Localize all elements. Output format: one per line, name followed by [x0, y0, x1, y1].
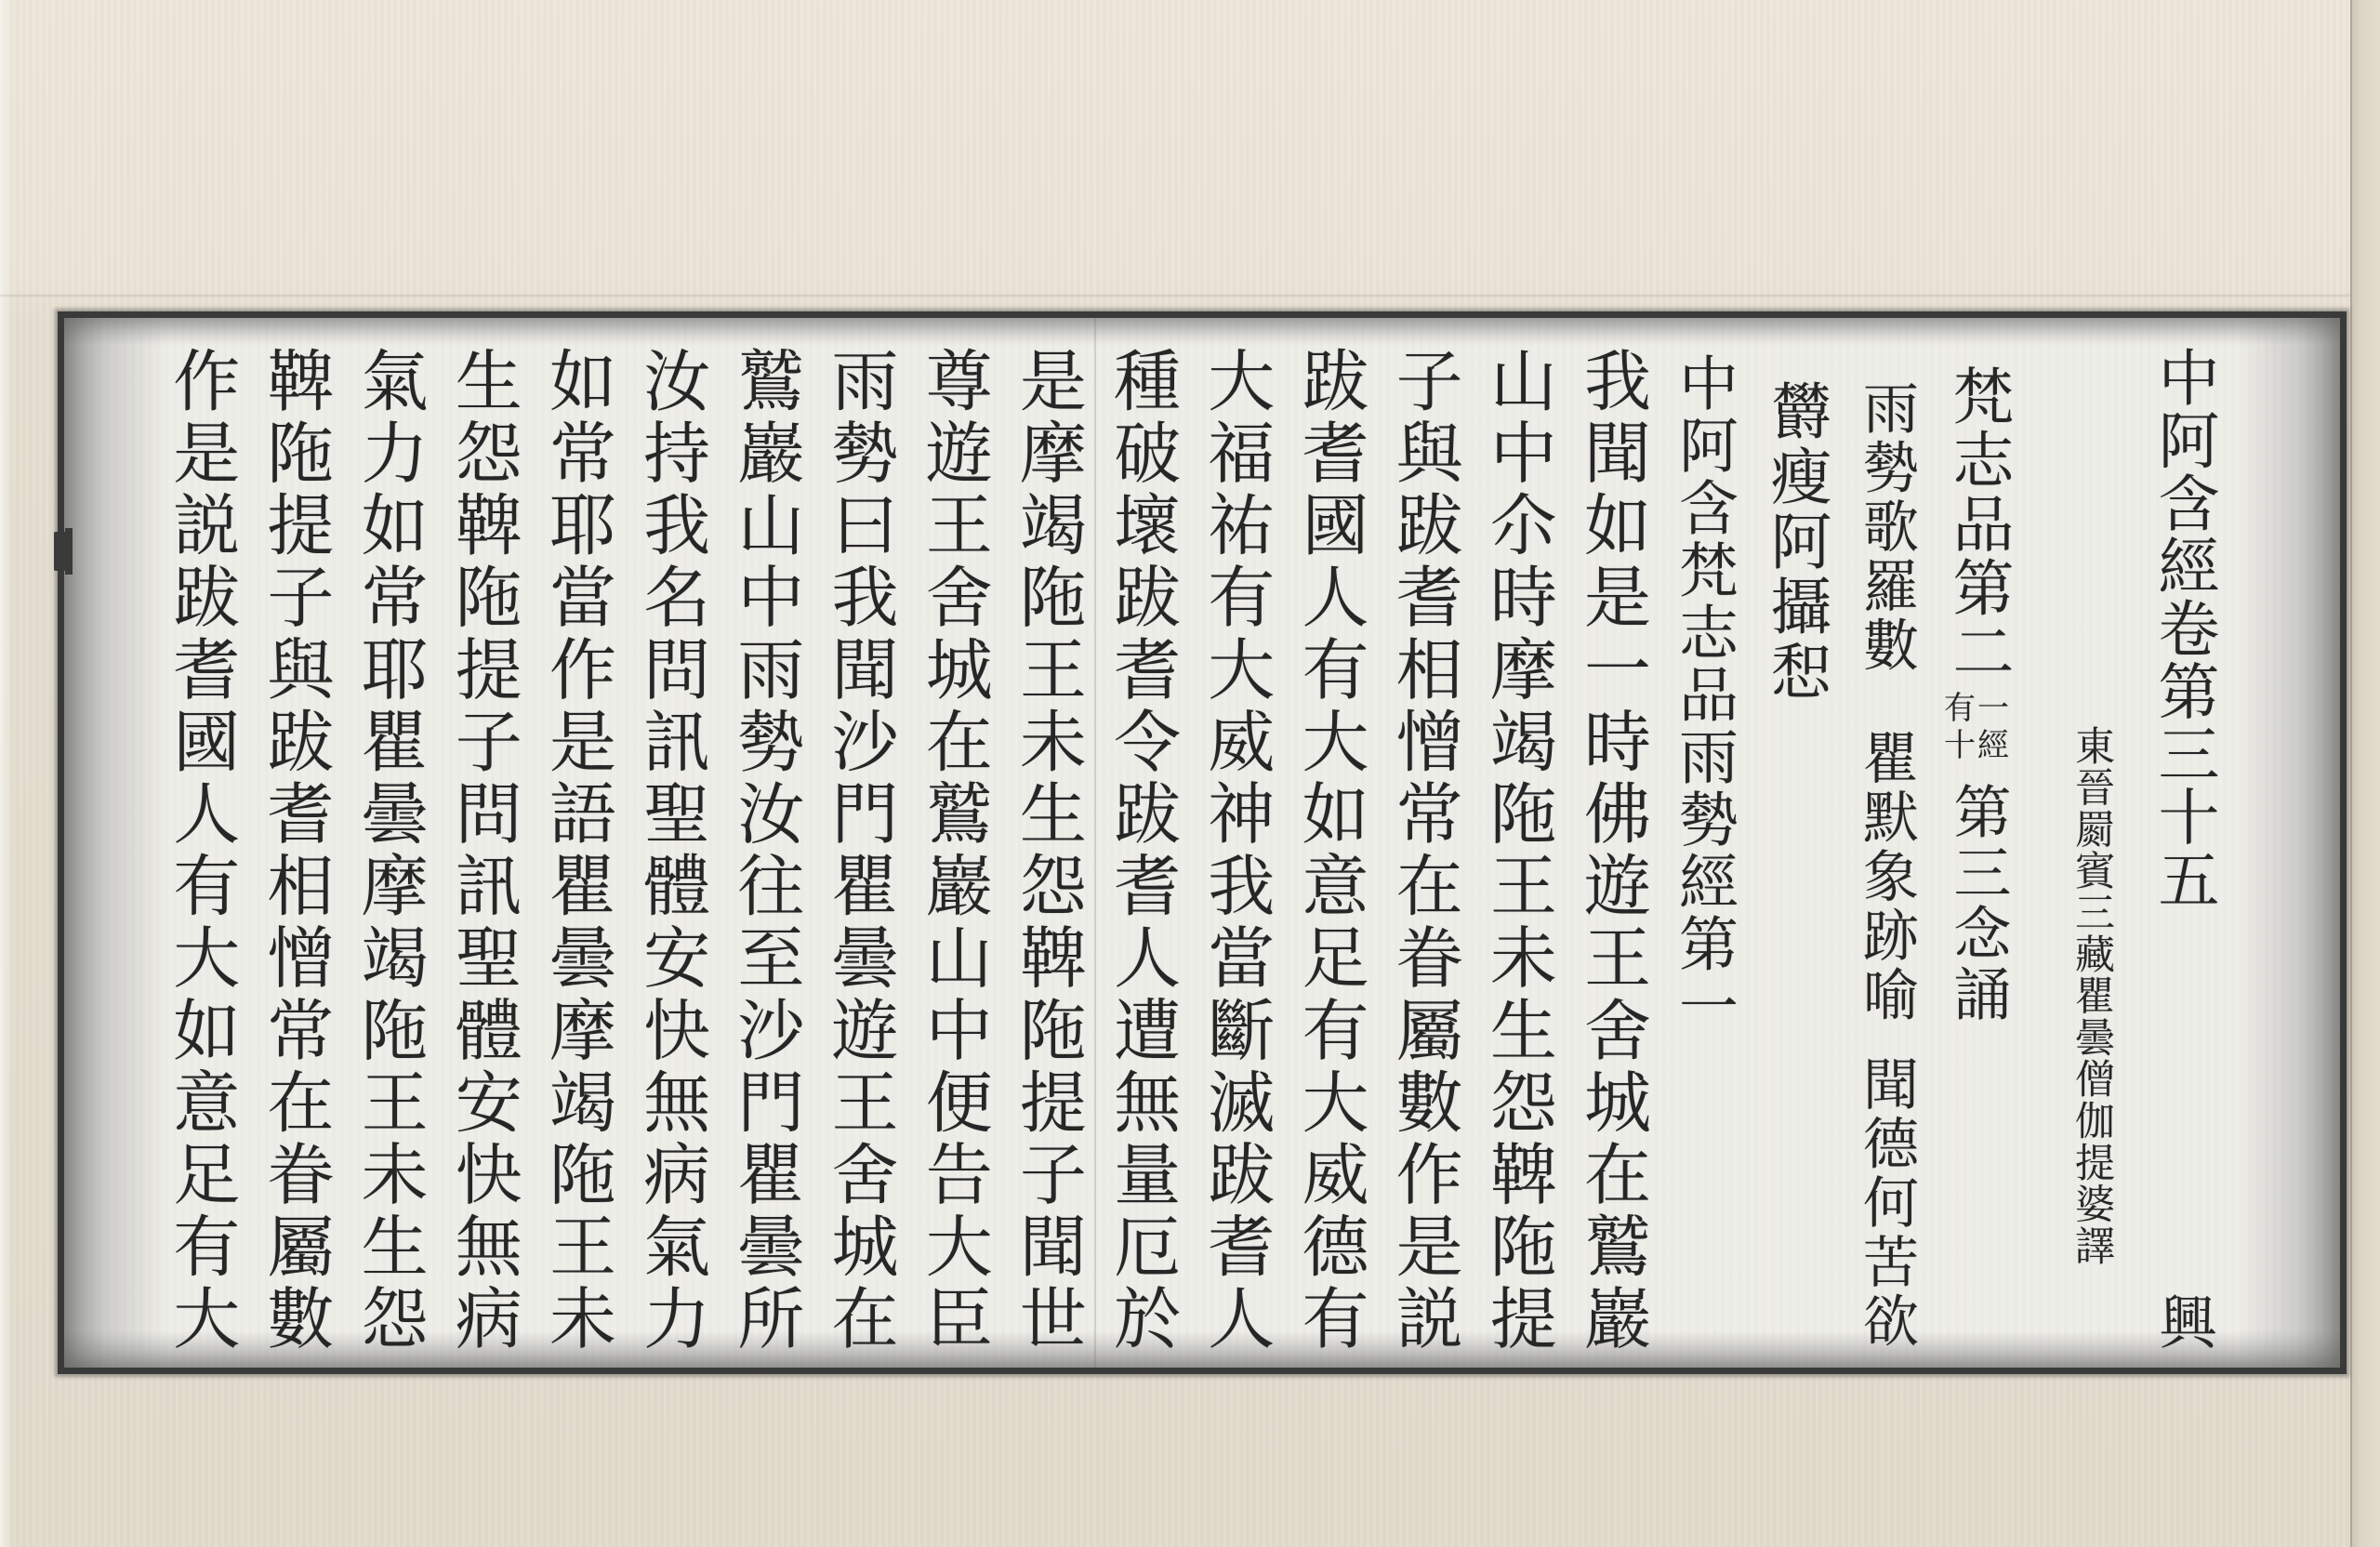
page-mark: 興	[2149, 1292, 2217, 1350]
text-column: 尊遊王舍城在鷲巖山中便告大臣	[914, 346, 993, 1356]
text-column: 大福祐有大威神我當斷滅跋耆人	[1197, 346, 1276, 1356]
paper-crease	[0, 294, 2350, 298]
contents-entry: 瞿默象跡喻	[1854, 729, 1919, 1025]
text-column: 氣力如常耶瞿曇摩竭陁王未生怨	[350, 346, 429, 1356]
volume-title: 中阿含經卷第三十五	[2148, 346, 2219, 911]
chapter-section: 第三念誦	[1944, 782, 2012, 1025]
chapter-note-row: 十經	[1944, 727, 2011, 764]
text-column: 如常耶當作是語瞿曇摩竭陁王未	[537, 346, 616, 1356]
margin-ink-mark	[54, 532, 73, 571]
text-column: 種破壞跋耆令跋耆人遭無量厄於	[1103, 346, 1182, 1356]
text-column: 汝持我名問訊聖體安快無病氣力	[632, 346, 711, 1356]
text-column: 生怨鞞陁提子問訊聖體安快無病	[443, 346, 522, 1356]
chapter-note-row: 有一	[1944, 690, 2011, 727]
text-column: 鷲巖山中雨勢汝往至沙門瞿曇所	[726, 346, 805, 1356]
contents-entry: 聞德何苦欲	[1854, 1055, 1919, 1352]
text-column: 山中尒時摩竭陁王未生怨鞞陁提	[1478, 346, 1557, 1356]
page-gutter	[2350, 0, 2380, 1547]
text-column: 子與跋耆相憎常在眷屬數作是説	[1384, 346, 1463, 1356]
text-column: 雨勢曰我聞沙門瞿曇遊王舍城在	[820, 346, 899, 1356]
contents-entry: 欝瘦阿攝惒	[1760, 379, 1831, 705]
contents-entry: 雨勢歌羅數	[1854, 379, 1919, 676]
sutra-body	[153, 346, 1659, 1359]
paper-left-edge	[0, 0, 13, 1547]
text-column: 鞞陁提子與跋耆相憎常在眷屬數	[256, 346, 335, 1356]
text-column: 作是説跋耆國人有大如意足有大	[162, 346, 241, 1356]
text-column: 是摩竭陁王未生怨鞞陁提子聞世	[1008, 346, 1087, 1356]
chapter-name: 梵志品第二	[1942, 364, 2014, 683]
text-column: 我聞如是一時佛遊王舍城在鷲巖	[1573, 346, 1651, 1356]
text-column: 跋耆國人有大如意足有大威德有	[1290, 346, 1369, 1356]
translator-line: 東晉罽賓三藏瞿曇僧伽提婆譯	[2069, 725, 2115, 1267]
sutra-title: 中阿含梵志品雨勢經第一	[1669, 352, 1738, 1038]
chapter-note	[1931, 690, 2024, 764]
